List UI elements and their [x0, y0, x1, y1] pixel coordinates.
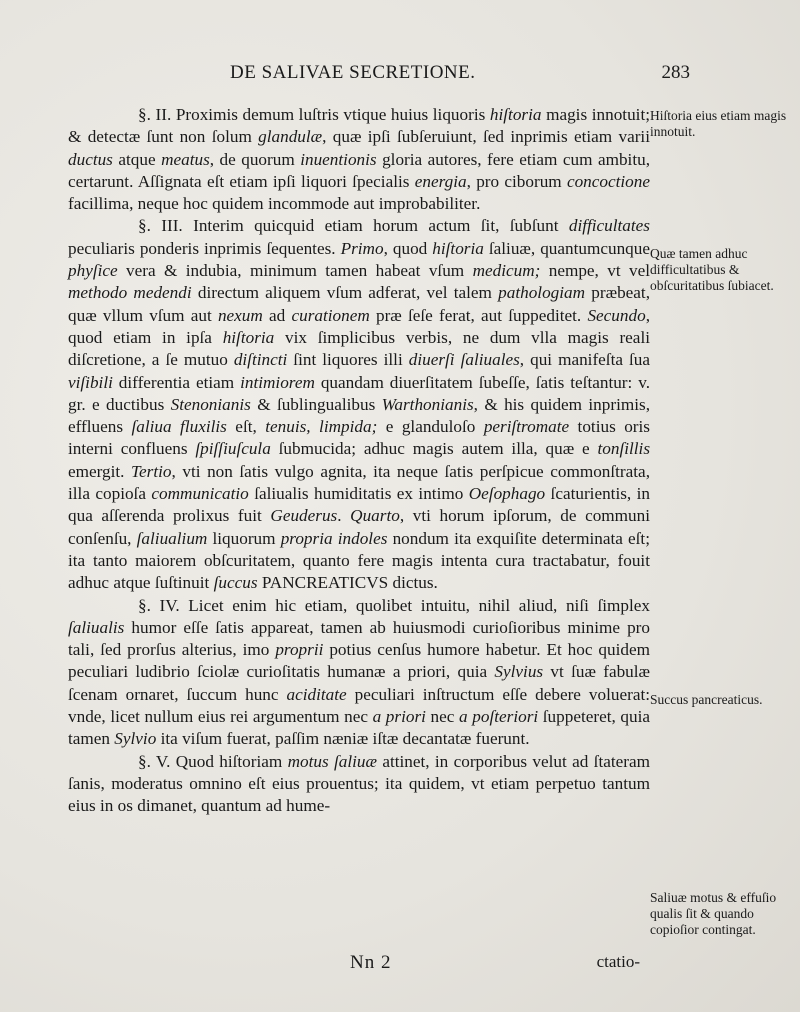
text-run: directum aliquem vſum adferat, vel talem [191, 283, 499, 303]
italic-run: ductus [68, 149, 113, 169]
paragraph-section-5 [68, 751, 650, 818]
text-run: , de quorum [209, 149, 301, 169]
text-run: magis innotuit; & detectæ ſunt non ſolum [68, 105, 650, 147]
italic-run: viſibili [68, 372, 113, 392]
italic-run: Quarto [350, 506, 400, 526]
paragraph-section-4 [68, 595, 650, 751]
text-run: ſuppeteret, quia tamen [68, 707, 651, 749]
page-footer [68, 952, 650, 976]
italic-run: tonſillis [597, 439, 651, 459]
text-run: ad [262, 305, 292, 325]
italic-run: propria indoles [280, 528, 388, 548]
text-run: liquorum [207, 528, 281, 548]
italic-run: phyſice [68, 261, 118, 281]
text-run: ſint liquores illi [287, 350, 409, 370]
italic-run: Stenonianis [170, 394, 251, 414]
italic-run: pathologiam [498, 283, 586, 303]
italic-run: methodo medendi [68, 283, 192, 303]
italic-run: concoctione [566, 171, 650, 191]
paragraph-section-2 [68, 104, 650, 215]
italic-run: Sylvius [494, 662, 544, 682]
text-run: & ſublingualibus [250, 394, 382, 414]
text-run: vera & indubia, minimum tamen habeat vſum [117, 261, 473, 281]
running-title: DE SALIVAE SECRETIONE. [230, 62, 476, 83]
italic-run: difficultates [568, 216, 650, 236]
italic-run: hiſtoria [432, 238, 484, 258]
italic-run: Tertio [131, 461, 172, 481]
paragraph-section-3 [68, 215, 650, 594]
italic-run: Primo [340, 238, 384, 258]
italic-run: hiſtoria [222, 327, 275, 347]
italic-run: a poſteriori [459, 707, 539, 727]
text-run: potius cenſus humore habetur. Et hoc quidem peculiari ludibrio ſciolæ curioſitatis humanæ a priori, quia [68, 640, 650, 682]
italic-run: diuerſi ſaliuales [408, 350, 520, 370]
text-run: peculiari inſtructum eſſe debere voluerat: vnde, licet nullum eius rei argumentum nec [68, 684, 651, 727]
text-run: PANCREATICVS dictus. [257, 573, 438, 593]
text-run: , quod etiam in ipſa [68, 305, 650, 347]
margin-note-history: Hiſtoria eius etiam magis innotuit. [650, 108, 787, 139]
text-run: e glanduloſo [377, 417, 484, 437]
text-run: nec [425, 707, 460, 727]
italic-run: Secundo [587, 305, 646, 325]
text-run: , qui manifeſta ſua [519, 350, 650, 370]
text-run: §. IV. Licet enim hic etiam, quolibet intuitu, nihil aliud, niſi ſimplex [138, 595, 650, 615]
text-run: nondum ita exquiſite determinata eſt; ita tanto maiorem obſcuritatem, quanto fere magis intenta cura tractabatur, fouit adhuc atque ſuſtinuit [68, 528, 650, 593]
italic-run: diſtincti [233, 350, 288, 370]
margin-note-pancreatic: Succus pancreaticus. [650, 692, 763, 707]
text-run: ſubmucida; adhuc magis autem illa, quæ e [270, 439, 598, 459]
signature-mark: Nn 2 [350, 952, 392, 973]
italic-run: tenuis, limpida; [265, 417, 378, 437]
italic-run: curationem [291, 305, 370, 325]
text-run: , quæ ipſi ſubſeruiunt, ſed inprimis etiam varii [322, 127, 650, 147]
text-run: ſaliualis humiditatis ex intimo [248, 484, 469, 504]
text-run: præbeat, quæ vllum vſum aut [68, 283, 650, 325]
italic-run: motus ſaliuæ [287, 751, 377, 771]
text-run: nempe, vt vel [540, 261, 650, 281]
catchword: ctatio- [596, 952, 640, 971]
text-run: eſt, [226, 417, 266, 437]
text-run: emergit. [68, 461, 132, 481]
italic-run: periſtromate [483, 417, 570, 437]
text-run: peculiaris ponderis inprimis ſequentes. [68, 238, 341, 258]
text-run: ita viſum fuerat, paſſim næniæ iſtæ decantatæ fuerunt. [156, 729, 530, 749]
text-run: vix ſimplicibus verbis, ne dum vlla magis reali diſcretione, a ſe mutuo [68, 327, 650, 370]
italic-run: intimiorem [240, 372, 315, 392]
text-run: differentia etiam [112, 372, 241, 392]
italic-run: meatus [161, 149, 210, 169]
text-run: , vti non ſatis vulgo agnita, ita neque ſatis perſpicue commonſtrata, illa copioſa [68, 461, 650, 504]
main-text [68, 104, 650, 818]
italic-run: ſuccus [213, 573, 258, 593]
italic-run: glandulæ [258, 127, 323, 147]
italic-run: energia [414, 171, 467, 191]
italic-run: ſaliualis [68, 617, 125, 637]
text-run: ſaliuæ, quantumcunque [483, 238, 650, 258]
margin-note-saliva-motion: Saliuæ motus & effuſio qualis ſit & quando copioſior contingat. [650, 890, 777, 937]
text-run: §. III. Interim quicquid etiam horum actum ſit, ſubſunt [138, 216, 569, 236]
page-header [230, 62, 790, 86]
italic-run: ſaliualium [136, 528, 208, 548]
text-run: §. II. Proximis demum luſtris vtique huius liquoris [138, 105, 490, 124]
text-run: §. V. Quod hiſtoriam [138, 751, 288, 771]
italic-run: Warthonianis [381, 394, 474, 414]
italic-run: nexum [217, 305, 263, 325]
italic-run: ſpiſſiuſcula [195, 439, 271, 459]
text-run: , pro ciborum [466, 171, 567, 191]
text-run: totius oris interni confluens [68, 417, 650, 459]
italic-run: Sylvio [114, 729, 157, 749]
text-run: vt ſuæ fabulæ ſcenam ornaret, ſuccum hunc [68, 662, 650, 704]
text-run: quandam diuerſitatem ſubeſſe, ſatis teſtantur: v. gr. e ductibus [68, 372, 651, 414]
margin-note-difficulties: Quæ tamen adhuc difficultatibus & obſcuritatibus ſubiacet. [650, 246, 774, 293]
text-run: , & his quidem inprimis, effluens [68, 394, 650, 437]
text-run: . [337, 506, 351, 526]
text-run: ſcaturientis, in qua aſſerenda prolixus fuit [68, 484, 651, 526]
italic-run: a priori [372, 707, 426, 727]
italic-run: Geuderus [270, 506, 338, 526]
text-run: humor eſſe ſatis appareat, tamen ab huiusmodi curioſioribus minime pro tali, ſed prorſus alterius, imo [68, 617, 650, 660]
italic-run: medicum; [472, 261, 541, 281]
text-run: attinet, in corporibus velut ad ſtateram ſanis, moderatus omnino eſt eius prouentus; ita quidem, vt etiam perpetuo tantum eius in os dimanet, quantum ad hume- [68, 751, 650, 816]
italic-run: Oeſophago [468, 484, 546, 504]
text-run: atque [112, 149, 162, 169]
text-run: facillima, neque hoc quidem incommode aut improbabiliter. [68, 194, 481, 214]
text-run: , quod [383, 238, 433, 258]
italic-run: aciditate [286, 684, 347, 704]
text-run: , vti horum ipſorum, de communi conſenſu, [68, 506, 651, 548]
italic-run: inuentionis [300, 149, 377, 169]
italic-run: ſaliua fluxilis [131, 417, 227, 437]
italic-run: hiſtoria [489, 105, 542, 124]
italic-run: communicatio [151, 484, 249, 504]
text-run: gloria autores, fere etiam cum ambitu, certarunt. Aſſignata eſt etiam ipſi liquori ſpecialis [68, 149, 650, 191]
italic-run: proprii [275, 640, 324, 660]
text-run: præ ſeſe ferat, aut ſuppeditet. [369, 305, 588, 325]
page-number: 283 [661, 62, 690, 83]
